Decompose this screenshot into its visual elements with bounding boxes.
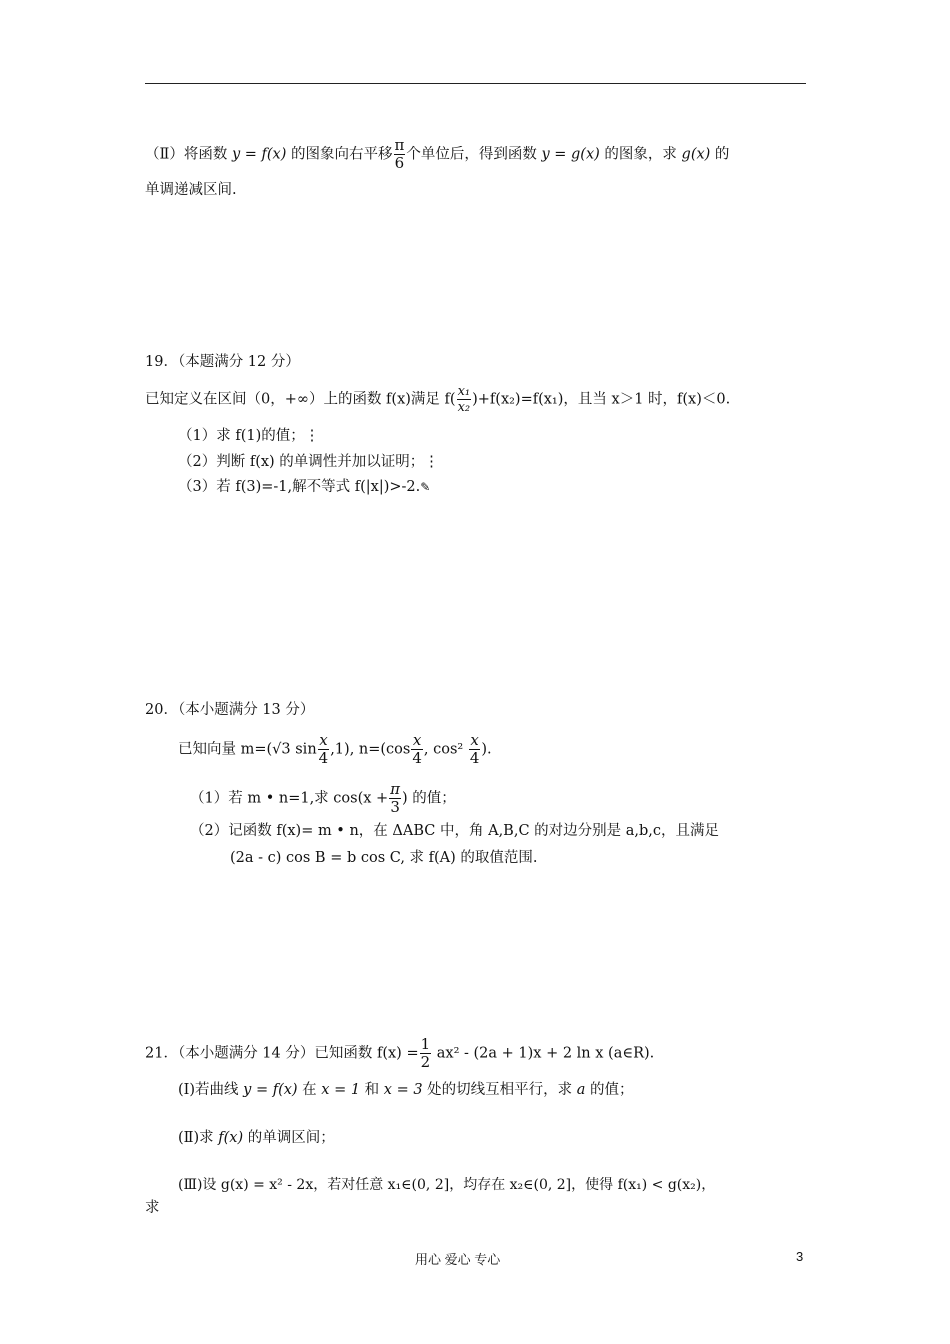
fraction-numerator: π (390, 780, 401, 798)
fraction-numerator: 1 (420, 1035, 431, 1053)
fraction-denominator: 6 (394, 154, 405, 172)
math-gx: g(x) (681, 146, 711, 163)
text: 的图象向右平移 (286, 146, 393, 163)
fraction-x-over-4 (411, 733, 423, 766)
text: 的单调区间； (243, 1130, 335, 1146)
q19-part3 (178, 477, 430, 497)
q18-part2-line1 (145, 138, 729, 171)
fraction-denominator: 4 (469, 749, 480, 767)
fraction-denominator: x₂ (457, 400, 471, 415)
math-x-eq-1: x = 1 (321, 1082, 361, 1098)
fraction-numerator: x (470, 731, 479, 749)
text: 的图象，求 (599, 146, 682, 163)
footer-slogan: 用心 爱心 专心 (415, 1252, 501, 1267)
fraction-x1-over-x2 (457, 385, 472, 414)
q21-part1 (178, 1080, 634, 1100)
math-gx: y = g(x) (541, 146, 600, 163)
pen-mark-icon: ✎ (420, 480, 431, 494)
q21-part2 (178, 1128, 335, 1148)
text: （Ⅱ）将函数 (145, 146, 232, 163)
fraction-denominator: 3 (390, 798, 400, 816)
text: （3）若 f(3)=-1,解不等式 f(|x|)>-2. (178, 479, 421, 495)
text: 已知定义在区间（0，+∞）上的函数 f(x)满足 f( (145, 391, 456, 408)
text: ). (481, 741, 492, 758)
text: （1）若 m • n=1,求 cos(x + (190, 790, 389, 807)
fraction-denominator: 4 (412, 749, 422, 767)
fraction-numerator: x (319, 731, 328, 749)
text: ,1), n=(cos (330, 741, 411, 758)
q21-header (145, 1037, 654, 1070)
fraction-x-over-4 (469, 733, 481, 766)
text: , cos² (423, 741, 468, 758)
q20-part2-line2: (2a - c) cos B = b cos C, 求 f(A) 的取值范围. (230, 850, 538, 866)
math-x-eq-3: x = 3 (383, 1082, 423, 1098)
fraction-numerator: x (412, 731, 422, 749)
fraction-pi-over-3 (389, 782, 401, 815)
fraction-numerator: π (394, 136, 405, 154)
fraction-denominator: 2 (420, 1053, 431, 1071)
text: (Ⅰ)若曲线 (178, 1082, 244, 1098)
text: 在 (297, 1082, 322, 1098)
q19-part1: （1）求 f(1)的值；⋮ (178, 428, 320, 444)
header-rule (145, 83, 806, 84)
q20-stem (178, 733, 492, 766)
text: (Ⅱ)求 (178, 1130, 219, 1146)
q18-part2-line2: 单调递减区间. (145, 182, 237, 198)
text: 的 (710, 146, 730, 163)
q20-part1 (190, 782, 456, 815)
fraction-pi-over-6 (394, 138, 406, 171)
math-fx: y = f(x) (231, 146, 287, 163)
text: 和 (360, 1082, 384, 1098)
fraction-x-over-4 (318, 733, 330, 766)
q19-header: 19．（本题满分 12 分） (145, 354, 300, 370)
page-number: 3 (796, 1249, 804, 1264)
math-fx: f(x) (218, 1130, 244, 1146)
math-fx: y = f(x) (243, 1082, 298, 1098)
math-a: a (576, 1082, 586, 1098)
q19-part2: （2）判断 f(x) 的单调性并加以证明；⋮ (178, 454, 439, 470)
text: )+f(x₂)=f(x₁)，且当 x＞1 时，f(x)＜0. (472, 391, 731, 408)
fraction-numerator: x₁ (457, 384, 471, 399)
text: 处的切线互相平行，求 (422, 1082, 577, 1098)
text: ax² - (2a + 1)x + 2 ln x (a∈R). (432, 1045, 655, 1062)
q21-part3-continued: 求 (145, 1200, 160, 1216)
q21-part3: (Ⅲ)设 g(x) = x² - 2x，若对任意 x₁∈(0, 2]，均存在 x₂∈(0, 2]，使得 f(x₁) < g(x₂)， (178, 1177, 716, 1193)
q20-header: 20．（本小题满分 13 分） (145, 702, 315, 718)
fraction-denominator: 4 (318, 749, 329, 767)
fraction-one-half (420, 1037, 432, 1070)
text: ) 的值； (402, 790, 456, 807)
q20-part2-line1: （2）记函数 f(x)= m • n，在 ΔABC 中，角 A,B,C 的对边分别是 a,b,c，且满足 (190, 823, 720, 839)
text: 的值； (585, 1082, 634, 1098)
text: 已知向量 m=(√3 sin (178, 741, 317, 758)
text: 个单位后，得到函数 (406, 146, 542, 163)
q19-stem (145, 385, 730, 414)
text: 21．（本小题满分 14 分）已知函数 f(x) = (145, 1045, 419, 1062)
